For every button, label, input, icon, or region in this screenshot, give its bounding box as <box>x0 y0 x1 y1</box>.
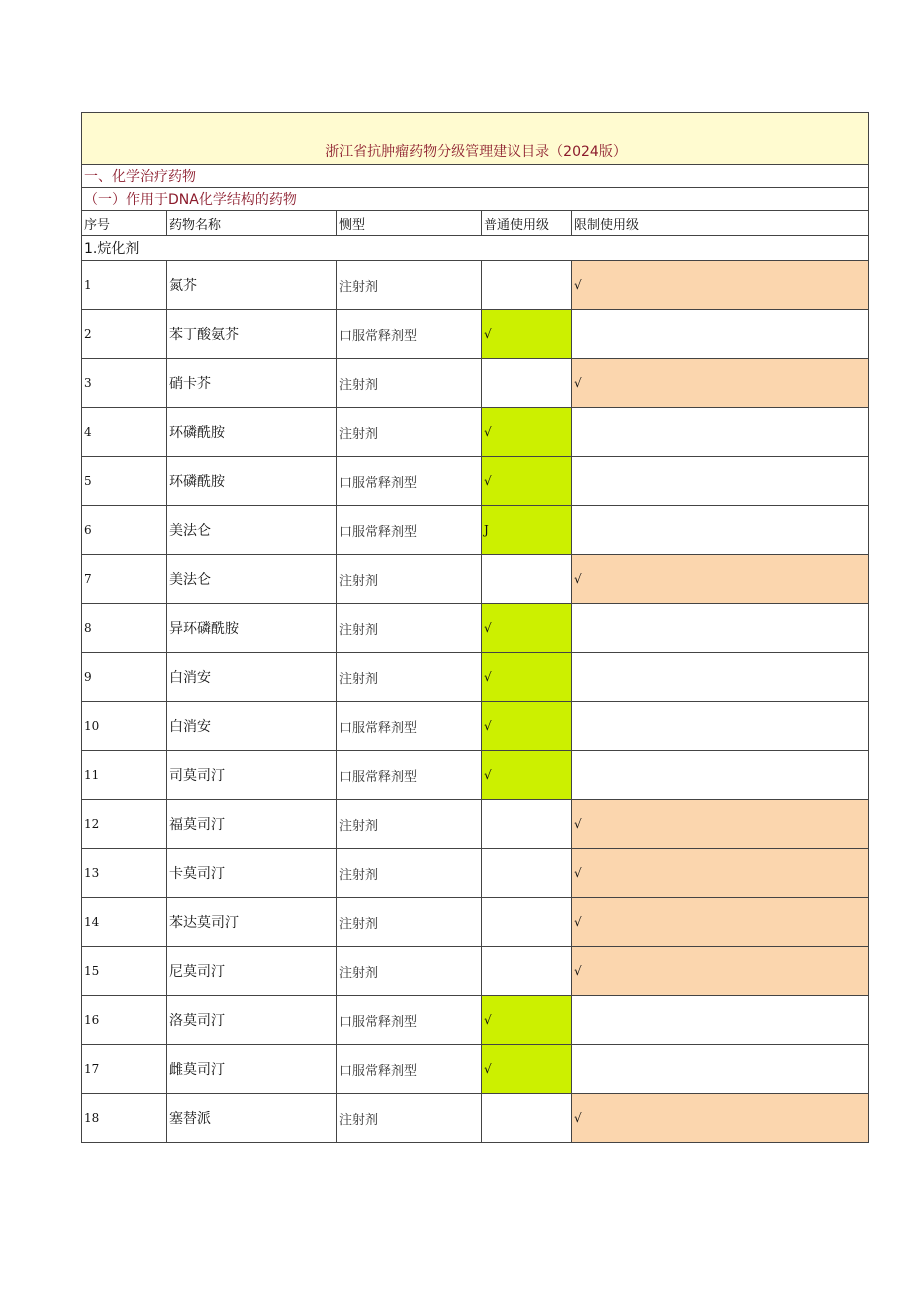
table-row <box>82 604 869 653</box>
row-dosage-form: 口服常释剂型 <box>337 506 482 555</box>
row-seq: 3 <box>82 359 167 408</box>
row-general-level <box>482 555 572 604</box>
row-seq: 14 <box>82 898 167 947</box>
row-dosage-form: 注射剂 <box>337 800 482 849</box>
row-restricted-level <box>572 702 869 751</box>
row-dosage-form: 注射剂 <box>337 898 482 947</box>
row-restricted-level <box>572 996 869 1045</box>
row-dosage-form: 注射剂 <box>337 1094 482 1143</box>
category-heading: 1.烷化剂 <box>82 236 869 261</box>
table-row <box>82 408 869 457</box>
row-seq: 1 <box>82 261 167 310</box>
row-drug-name: 福莫司汀 <box>167 800 337 849</box>
row-dosage-form: 注射剂 <box>337 947 482 996</box>
table-row <box>82 310 869 359</box>
row-drug-name: 塞替派 <box>167 1094 337 1143</box>
row-dosage-form: 注射剂 <box>337 359 482 408</box>
row-drug-name: 美法仑 <box>167 506 337 555</box>
row-restricted-level: √ <box>572 947 869 996</box>
row-dosage-form: 注射剂 <box>337 653 482 702</box>
row-drug-name: 氮芥 <box>167 261 337 310</box>
row-drug-name: 美法仑 <box>167 555 337 604</box>
row-dosage-form: 口服常释剂型 <box>337 1045 482 1094</box>
row-restricted-level: √ <box>572 1094 869 1143</box>
row-restricted-level <box>572 1045 869 1094</box>
header-seq: 序号 <box>82 211 167 236</box>
table-row <box>82 555 869 604</box>
row-general-level: √ <box>482 457 572 506</box>
row-dosage-form: 口服常释剂型 <box>337 751 482 800</box>
row-seq: 13 <box>82 849 167 898</box>
row-dosage-form: 注射剂 <box>337 555 482 604</box>
row-restricted-level <box>572 751 869 800</box>
row-general-level: J <box>482 506 572 555</box>
row-seq: 4 <box>82 408 167 457</box>
table-row <box>82 996 869 1045</box>
table-row <box>82 359 869 408</box>
row-restricted-level <box>572 408 869 457</box>
row-restricted-level <box>572 457 869 506</box>
row-restricted-level: √ <box>572 359 869 408</box>
row-restricted-level: √ <box>572 261 869 310</box>
row-general-level: √ <box>482 996 572 1045</box>
header-row <box>82 211 869 236</box>
row-general-level <box>482 849 572 898</box>
table-row <box>82 653 869 702</box>
row-general-level: √ <box>482 702 572 751</box>
row-seq: 2 <box>82 310 167 359</box>
table-row <box>82 1045 869 1094</box>
row-seq: 8 <box>82 604 167 653</box>
row-dosage-form: 口服常释剂型 <box>337 996 482 1045</box>
row-drug-name: 白消安 <box>167 653 337 702</box>
header-general: 普通使用级 <box>482 211 572 236</box>
row-general-level <box>482 800 572 849</box>
row-drug-name: 尼莫司汀 <box>167 947 337 996</box>
row-restricted-level <box>572 506 869 555</box>
row-drug-name: 雌莫司汀 <box>167 1045 337 1094</box>
row-drug-name: 卡莫司汀 <box>167 849 337 898</box>
row-general-level <box>482 261 572 310</box>
table-row <box>82 849 869 898</box>
table-row <box>82 751 869 800</box>
table-row <box>82 457 869 506</box>
row-general-level <box>482 359 572 408</box>
table-row <box>82 947 869 996</box>
row-drug-name: 苯丁酸氨芥 <box>167 310 337 359</box>
row-dosage-form: 口服常释剂型 <box>337 310 482 359</box>
row-general-level: √ <box>482 1045 572 1094</box>
table-row <box>82 261 869 310</box>
row-restricted-level <box>572 653 869 702</box>
row-general-level: √ <box>482 604 572 653</box>
row-general-level: √ <box>482 408 572 457</box>
row-seq: 7 <box>82 555 167 604</box>
row-restricted-level: √ <box>572 555 869 604</box>
row-general-level <box>482 1094 572 1143</box>
document-title: 浙江省抗肿瘤药物分级管理建议目录（2024版） <box>82 113 869 165</box>
table-row <box>82 702 869 751</box>
row-drug-name: 硝卡芥 <box>167 359 337 408</box>
row-general-level: √ <box>482 653 572 702</box>
row-restricted-level: √ <box>572 849 869 898</box>
row-general-level <box>482 898 572 947</box>
row-drug-name: 环磷酰胺 <box>167 457 337 506</box>
row-general-level: √ <box>482 310 572 359</box>
row-restricted-level: √ <box>572 898 869 947</box>
drug-catalog-table <box>81 112 869 1143</box>
row-general-level <box>482 947 572 996</box>
table-row <box>82 800 869 849</box>
header-name: 药物名称 <box>167 211 337 236</box>
row-seq: 6 <box>82 506 167 555</box>
table-row <box>82 506 869 555</box>
row-restricted-level <box>572 310 869 359</box>
header-restricted: 限制使用级 <box>572 211 869 236</box>
row-seq: 10 <box>82 702 167 751</box>
subsection-heading: （一）作用于DNA化学结构的药物 <box>82 188 869 211</box>
table-row <box>82 1094 869 1143</box>
row-seq: 12 <box>82 800 167 849</box>
row-seq: 11 <box>82 751 167 800</box>
row-seq: 9 <box>82 653 167 702</box>
header-form: 恻型 <box>337 211 482 236</box>
row-drug-name: 白消安 <box>167 702 337 751</box>
row-restricted-level: √ <box>572 800 869 849</box>
row-seq: 17 <box>82 1045 167 1094</box>
row-seq: 18 <box>82 1094 167 1143</box>
row-dosage-form: 注射剂 <box>337 849 482 898</box>
row-dosage-form: 口服常释剂型 <box>337 457 482 506</box>
row-general-level: √ <box>482 751 572 800</box>
row-restricted-level <box>572 604 869 653</box>
table-row <box>82 898 869 947</box>
row-drug-name: 司莫司汀 <box>167 751 337 800</box>
row-drug-name: 环磷酰胺 <box>167 408 337 457</box>
section-heading: 一、化学治疗药物 <box>82 165 869 188</box>
row-dosage-form: 口服常释剂型 <box>337 702 482 751</box>
row-drug-name: 异环磷酰胺 <box>167 604 337 653</box>
row-dosage-form: 注射剂 <box>337 604 482 653</box>
row-dosage-form: 注射剂 <box>337 408 482 457</box>
row-drug-name: 洛莫司汀 <box>167 996 337 1045</box>
row-dosage-form: 注射剂 <box>337 261 482 310</box>
row-drug-name: 苯达莫司汀 <box>167 898 337 947</box>
row-seq: 15 <box>82 947 167 996</box>
row-seq: 5 <box>82 457 167 506</box>
row-seq: 16 <box>82 996 167 1045</box>
